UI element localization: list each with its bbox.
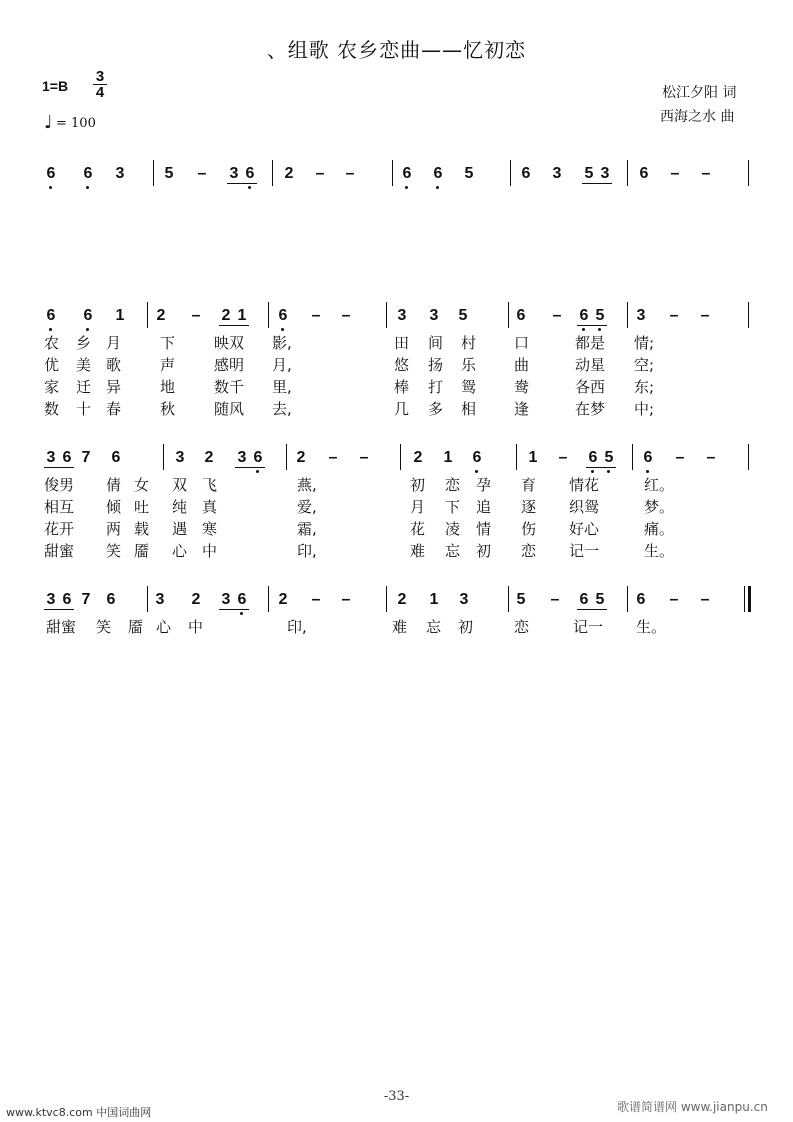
eighth-underline <box>44 467 74 468</box>
lyric: 空; <box>634 356 655 374</box>
note: 5 <box>458 307 468 324</box>
eighth-underline <box>227 183 257 184</box>
lyric: 异 <box>106 378 122 396</box>
note: 6 <box>641 450 655 466</box>
eighth-underline <box>586 467 616 468</box>
lyric: 中 <box>188 618 204 636</box>
note: – <box>701 165 711 182</box>
barline <box>386 302 387 328</box>
note: 3 <box>552 165 562 182</box>
lyric: 印, <box>297 542 317 560</box>
note: 2 <box>413 449 423 466</box>
watermark-right: 歌谱简谱网 www.jianpu.cn <box>617 1100 768 1114</box>
note: 7 <box>81 591 91 608</box>
note: – <box>191 307 201 324</box>
lyric: 十 <box>76 400 92 418</box>
octave-dot <box>591 470 594 473</box>
lyric: 红。 <box>644 476 675 494</box>
note: 1 <box>429 591 439 608</box>
note: 3 <box>155 591 165 608</box>
note: – <box>311 307 321 324</box>
barline <box>163 444 164 470</box>
lyric: 笑 <box>96 618 112 636</box>
note: 2 <box>191 591 201 608</box>
lyric: 在梦 <box>575 400 606 418</box>
lyric: 纯 <box>172 498 188 516</box>
lyric: 下 <box>445 498 461 516</box>
lyric: 飞 <box>202 476 218 494</box>
lyric: 多 <box>428 400 444 418</box>
note: 3 <box>459 591 469 608</box>
octave-dot <box>607 470 610 473</box>
note: – <box>700 307 710 324</box>
note: 1 <box>237 307 247 324</box>
note: 6 <box>276 308 290 324</box>
lyric: 中 <box>202 542 218 560</box>
eighth-underline <box>235 467 265 468</box>
lyric: 育 <box>521 476 537 494</box>
eighth-underline <box>582 183 612 184</box>
lyric: 心 <box>156 618 172 636</box>
note: – <box>359 449 369 466</box>
lyric: 悠 <box>394 356 410 374</box>
lyric: 真 <box>202 498 218 516</box>
lyric: 恋 <box>445 476 461 494</box>
barline <box>744 586 745 612</box>
lyric: 恋 <box>521 542 537 560</box>
lyric: 伤 <box>521 520 537 538</box>
lyric: 春 <box>106 400 122 418</box>
lyric: 动星 <box>575 356 606 374</box>
note: 6 <box>235 592 249 608</box>
lyric: 逢 <box>514 400 530 418</box>
eighth-underline <box>219 609 249 610</box>
song-title: 、组歌 农乡恋曲——忆初恋 <box>266 38 527 62</box>
lyric: 迁 <box>76 378 92 396</box>
note: – <box>197 165 207 182</box>
barline <box>153 160 154 186</box>
lyric: 乡 <box>76 334 92 352</box>
lyric: 歌 <box>106 356 122 374</box>
lyric: 曲 <box>514 356 530 374</box>
lyric: 里, <box>272 378 292 396</box>
note: – <box>670 165 680 182</box>
lyric: 痛。 <box>644 520 675 538</box>
octave-dot <box>475 470 478 473</box>
lyric: 棒 <box>394 378 410 396</box>
lyric: 月, <box>272 356 292 374</box>
barline <box>748 302 749 328</box>
lyric: 记一 <box>573 618 604 636</box>
lyric: 凌 <box>445 520 461 538</box>
lyric: 村 <box>461 334 477 352</box>
barline <box>627 302 628 328</box>
note: 6 <box>62 449 72 466</box>
barline <box>286 444 287 470</box>
lyric: 花 <box>410 520 426 538</box>
lyric: 吐 <box>134 498 150 516</box>
note: 5 <box>595 591 605 608</box>
lyric: 织鸳 <box>569 498 600 516</box>
barline <box>268 586 269 612</box>
octave-dot <box>582 328 585 331</box>
note: 5 <box>584 165 594 182</box>
lyric: 记一 <box>569 542 600 560</box>
octave-dot <box>240 612 243 615</box>
lyric: 俊男 <box>44 476 75 494</box>
note: 6 <box>639 165 649 182</box>
note: 2 <box>296 449 306 466</box>
lyric: 爱, <box>297 498 317 516</box>
lyric: 载 <box>134 520 150 538</box>
lyric: 优 <box>44 356 60 374</box>
lyric: 相互 <box>44 498 75 516</box>
note: 3 <box>397 307 407 324</box>
note: 5 <box>516 591 526 608</box>
lyric: 逐 <box>521 498 537 516</box>
note: 7 <box>81 449 91 466</box>
note: 5 <box>464 165 474 182</box>
note: – <box>315 165 325 182</box>
note: 2 <box>156 307 166 324</box>
note: – <box>311 591 321 608</box>
lyric: 忘 <box>445 542 461 560</box>
lyric: 难 <box>392 618 408 636</box>
composer-credit: 西海之水 曲 <box>660 109 735 125</box>
time-signature-bottom: 4 <box>95 84 105 101</box>
page-number: -33- <box>383 1089 410 1104</box>
lyric: 两 <box>106 520 122 538</box>
note: 6 <box>243 166 257 182</box>
lyric: 东; <box>634 378 655 396</box>
note: 3 <box>237 449 247 466</box>
lyric: 田 <box>394 334 410 352</box>
note: 6 <box>577 308 591 324</box>
note: 3 <box>175 449 185 466</box>
lyric: 心 <box>172 542 188 560</box>
note: 3 <box>429 307 439 324</box>
lyric: 口 <box>514 334 530 352</box>
octave-dot <box>256 470 259 473</box>
lyric: 各西 <box>575 378 606 396</box>
note: 1 <box>528 449 538 466</box>
note: 6 <box>81 308 95 324</box>
key-signature: 1=B <box>42 78 69 94</box>
lyric: 地 <box>160 378 176 396</box>
barline <box>400 444 401 470</box>
note: 6 <box>111 449 121 466</box>
lyric: 甜蜜 <box>46 618 77 636</box>
lyric: 乐 <box>461 356 477 374</box>
lyric: 相 <box>461 400 477 418</box>
barline <box>272 160 273 186</box>
octave-dot <box>86 186 89 189</box>
lyric: 农 <box>44 334 60 352</box>
note: – <box>675 449 685 466</box>
tempo-mark: = 100 <box>56 116 96 131</box>
lyric: 好心 <box>569 520 600 538</box>
eighth-underline <box>577 609 607 610</box>
note: 6 <box>516 307 526 324</box>
note: – <box>341 591 351 608</box>
note: 3 <box>46 449 56 466</box>
lyric: 美 <box>76 356 92 374</box>
note: 6 <box>586 450 600 466</box>
lyric: 都是 <box>575 334 606 352</box>
note: 3 <box>115 165 125 182</box>
lyric: 靥 <box>128 618 144 636</box>
watermark-left: www.ktvc8.com 中国词曲网 <box>6 1106 152 1119</box>
lyric: 生。 <box>644 542 675 560</box>
barline <box>268 302 269 328</box>
note: 6 <box>44 166 58 182</box>
note: 1 <box>443 449 453 466</box>
lyric: 去, <box>272 400 292 418</box>
octave-dot <box>646 470 649 473</box>
lyric: 孕 <box>476 476 492 494</box>
lyric: 倾 <box>106 498 122 516</box>
note: 2 <box>204 449 214 466</box>
octave-dot <box>49 186 52 189</box>
note: 3 <box>46 591 56 608</box>
lyric: 初 <box>476 542 492 560</box>
note: – <box>328 449 338 466</box>
eighth-underline <box>577 325 607 326</box>
lyric: 寒 <box>202 520 218 538</box>
lyric: 间 <box>428 334 444 352</box>
lyric: 中; <box>634 400 655 418</box>
barline <box>392 160 393 186</box>
note: 3 <box>636 307 646 324</box>
note: 6 <box>470 450 484 466</box>
note: 6 <box>636 591 646 608</box>
note: 6 <box>521 165 531 182</box>
note: 1 <box>115 307 125 324</box>
octave-dot <box>49 328 52 331</box>
note: 2 <box>221 307 231 324</box>
lyric: 打 <box>428 378 444 396</box>
barline <box>748 444 749 470</box>
lyric: 燕, <box>297 476 317 494</box>
barline <box>627 586 628 612</box>
eighth-underline <box>44 609 74 610</box>
note: – <box>345 165 355 182</box>
note: 5 <box>602 450 616 466</box>
lyric: 情 <box>476 520 492 538</box>
lyric: 情花 <box>569 476 600 494</box>
quarter-note-icon: ♩ <box>44 112 53 133</box>
barline <box>508 586 509 612</box>
barline <box>386 586 387 612</box>
lyric: 梦。 <box>644 498 675 516</box>
lyric: 家 <box>44 378 60 396</box>
lyric: 初 <box>458 618 474 636</box>
octave-dot <box>86 328 89 331</box>
note: 6 <box>400 166 414 182</box>
lyric: 影, <box>272 334 292 352</box>
lyric: 下 <box>160 334 176 352</box>
lyric: 情; <box>634 334 655 352</box>
lyric: 恋 <box>514 618 530 636</box>
note: 6 <box>579 591 589 608</box>
note: 6 <box>62 591 72 608</box>
lyric: 鸳 <box>461 378 477 396</box>
note: – <box>669 591 679 608</box>
note: 3 <box>600 165 610 182</box>
lyric: 生。 <box>636 618 667 636</box>
eighth-underline <box>219 325 249 326</box>
lyric: 月 <box>106 334 122 352</box>
lyric: 笑 <box>106 542 122 560</box>
octave-dot <box>598 328 601 331</box>
note: – <box>552 307 562 324</box>
note: 3 <box>221 591 231 608</box>
barline <box>147 302 148 328</box>
lyric: 随风 <box>214 400 245 418</box>
note: 6 <box>431 166 445 182</box>
lyric: 几 <box>394 400 410 418</box>
note: – <box>669 307 679 324</box>
note: – <box>700 591 710 608</box>
note: 2 <box>397 591 407 608</box>
barline <box>508 302 509 328</box>
lyric: 靥 <box>134 542 150 560</box>
lyric: 甜蜜 <box>44 542 75 560</box>
lyric: 倩 <box>106 476 122 494</box>
lyric: 难 <box>410 542 426 560</box>
time-signature-top: 3 <box>93 69 107 85</box>
final-barline <box>748 586 751 612</box>
octave-dot <box>281 328 284 331</box>
note: 6 <box>251 450 265 466</box>
note: – <box>341 307 351 324</box>
lyric: 映双 <box>214 334 245 352</box>
lyric: 声 <box>160 356 176 374</box>
note: – <box>558 449 568 466</box>
note: 6 <box>81 166 95 182</box>
lyric: 遇 <box>172 520 188 538</box>
note: 3 <box>229 165 239 182</box>
lyric: 月 <box>410 498 426 516</box>
lyric: 鸯 <box>514 378 530 396</box>
barline <box>748 160 749 186</box>
lyric: 花开 <box>44 520 75 538</box>
note: 6 <box>106 591 116 608</box>
octave-dot <box>248 186 251 189</box>
lyric: 数千 <box>214 378 245 396</box>
note: 2 <box>278 591 288 608</box>
barline <box>147 586 148 612</box>
note: 2 <box>284 165 294 182</box>
barline <box>627 160 628 186</box>
lyricist-credit: 松江夕阳 词 <box>662 85 737 101</box>
note: – <box>550 591 560 608</box>
lyric: 感明 <box>214 356 245 374</box>
lyric: 女 <box>134 476 150 494</box>
lyric: 忘 <box>426 618 442 636</box>
note: 5 <box>593 308 607 324</box>
note: 5 <box>164 165 174 182</box>
barline <box>632 444 633 470</box>
note: – <box>706 449 716 466</box>
lyric: 扬 <box>428 356 444 374</box>
time-signature <box>93 69 107 100</box>
lyric: 印, <box>287 618 307 636</box>
lyric: 秋 <box>160 400 176 418</box>
barline <box>510 160 511 186</box>
octave-dot <box>405 186 408 189</box>
lyric: 初 <box>410 476 426 494</box>
lyric: 双 <box>172 476 188 494</box>
octave-dot <box>436 186 439 189</box>
lyric: 数 <box>44 400 60 418</box>
lyric: 追 <box>476 498 492 516</box>
lyric: 霜, <box>297 520 317 538</box>
note: 6 <box>44 308 58 324</box>
barline <box>516 444 517 470</box>
